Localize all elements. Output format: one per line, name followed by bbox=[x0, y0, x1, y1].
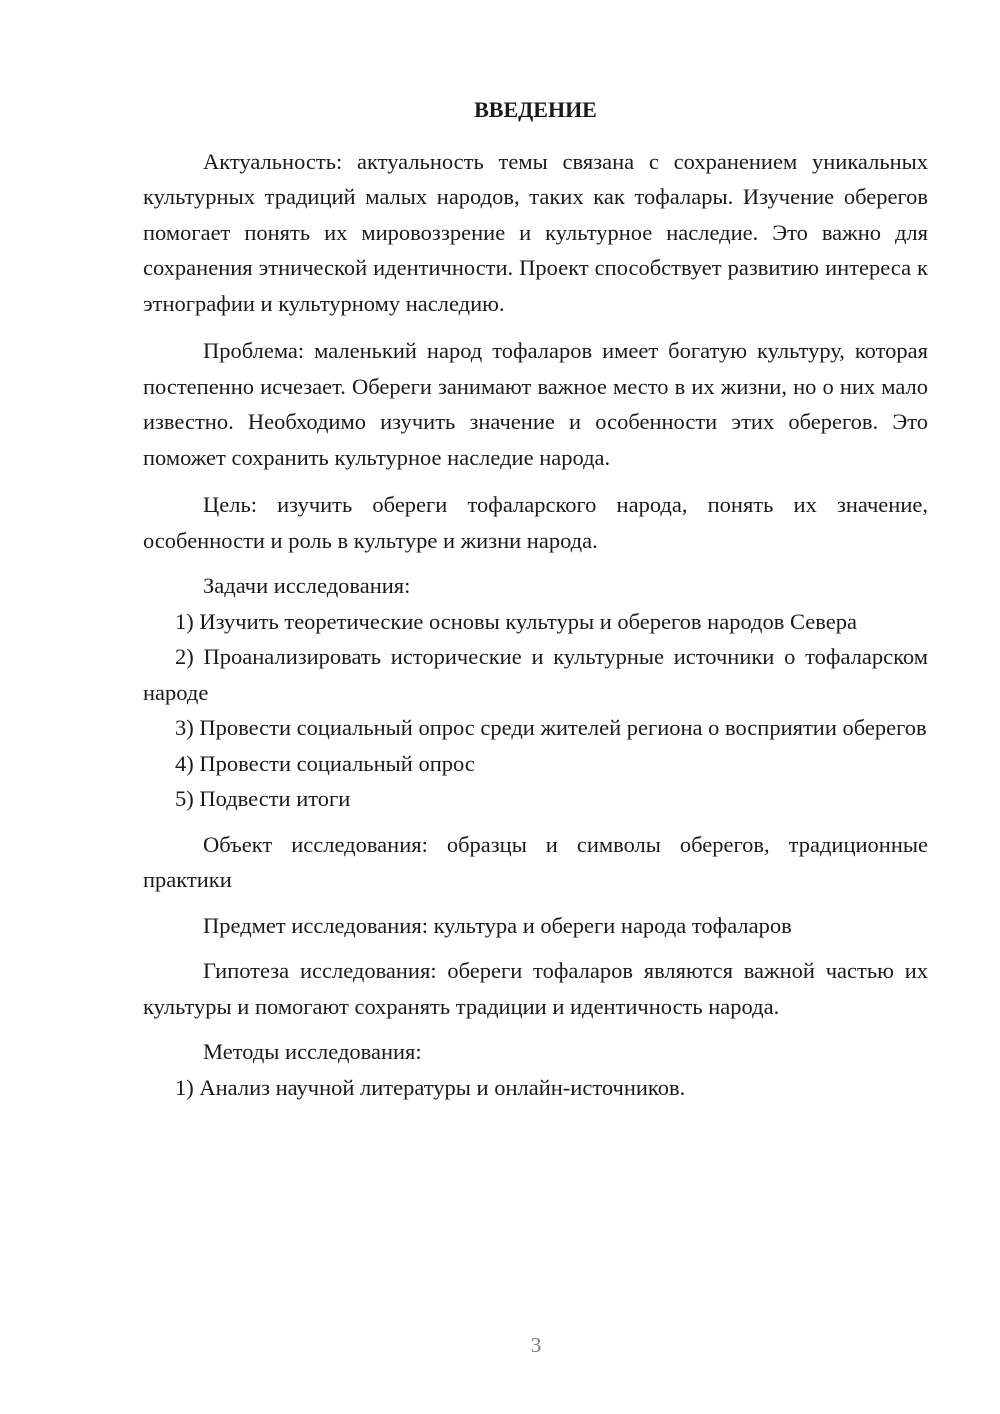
paragraph-problem: Проблема: маленький народ тофаларов имеет богатую культуру, которая постепенно исчезает. Обереги занимают важное место в их жизни, но о них мало известно. Необходимо изучить значение и особенности этих оберегов. Это поможет сохранить культурное наследие народа. bbox=[143, 338, 928, 470]
paragraph-object: Объект исследования: образцы и символы оберегов, традиционные практики bbox=[143, 831, 928, 892]
paragraph-hypothesis: Гипотеза исследования: обереги тофаларов являются важной частью их культуры и помогают сохранять традиции и идентичность народа. bbox=[143, 958, 928, 1019]
task-item: 3) Провести социальный опрос среди жителей региона о восприятии оберегов bbox=[175, 715, 927, 740]
task-item: 4) Провести социальный опрос bbox=[175, 750, 475, 776]
page-content bbox=[143, 92, 928, 1105]
task-item: 5) Подвести итоги bbox=[175, 786, 351, 811]
task-item: 1) Изучить теоретические основы культуры и оберегов народов Севера bbox=[175, 608, 857, 634]
page-number: 3 bbox=[530, 1333, 542, 1357]
method-item: 1) Анализ научной литературы и онлайн-источников. bbox=[175, 1074, 686, 1100]
paragraph-goal: Цель: изучить обереги тофаларского народа, понять их значение, особенности и роль в культуре и жизни народа. bbox=[143, 492, 928, 553]
paragraph-tasks-heading: Задачи исследования: bbox=[203, 573, 411, 598]
paragraph-subject: Предмет исследования: культура и обереги народа тофаларов bbox=[203, 912, 792, 938]
paragraph-relevance: Актуальность: актуальность темы связана с сохранением уникальных культурных традиций малых народов, таких как тофалары. Изучение оберегов помогает понять их мировоззрение и культурное наследие. Это важно для сохранения этнической идентичности. Проект способствует развитию интереса к этнографии и культурному наследию. bbox=[143, 148, 928, 316]
paragraph-methods-heading: Методы исследования: bbox=[203, 1039, 422, 1064]
page-title: ВВЕДЕНИЕ bbox=[474, 97, 597, 122]
task-item: 2) Проанализировать исторические и культурные источники о тофаларском народе bbox=[143, 644, 928, 705]
